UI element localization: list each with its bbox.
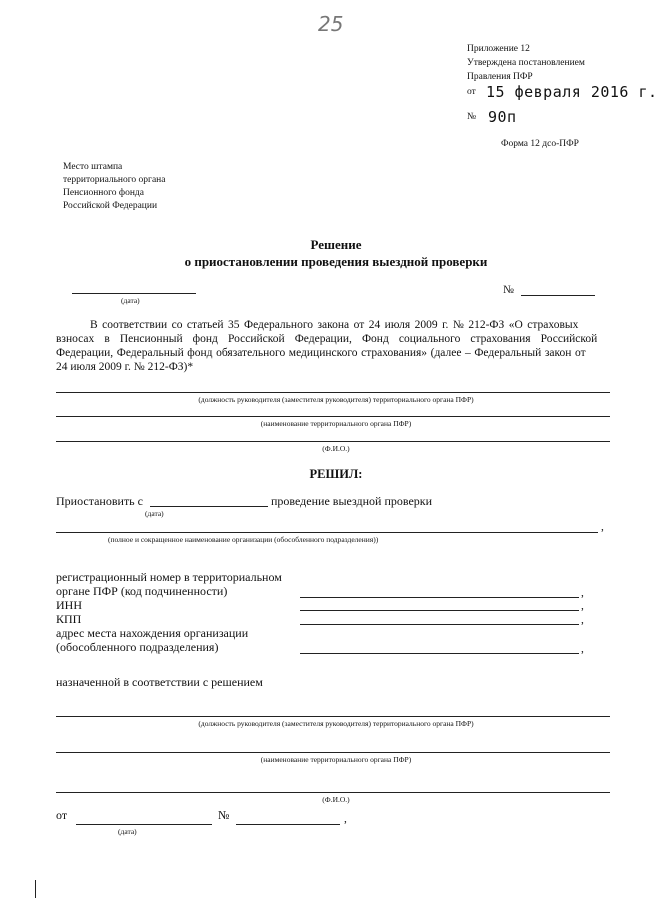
intro-line-1: В соответствии со статьей 35 Федерального закона от 24 июля 2009 г. № 212-ФЗ «О страховых [90,319,579,331]
org-name-comma: , [601,521,604,533]
stamp-place-line2: территориального органа [63,175,166,185]
suspend-prefix: Приостановить с [56,494,143,508]
kpp-comma: , [581,614,584,626]
form-name: Форма 12 дсо-ПФР [501,139,579,149]
assigned-body-caption: (наименование территориального органа ПФР) [260,755,412,764]
address-label-1: адрес места нахождения организации [56,626,249,640]
stamp-place-line3: Пенсионного фонда [63,188,144,198]
board-label: Правления ПФР [467,72,533,82]
suspend-suffix: проведение выездной проверки [271,494,433,508]
suspend-date-caption: (дата) [145,509,164,518]
footer-date-caption: (дата) [118,827,137,836]
document-title: Решение [310,237,362,252]
address-label-2: (обособленного подразделения) [56,640,219,654]
decision-date-line [72,293,196,294]
reg-number-comma: , [581,587,584,599]
approval-date: 15 февраля 2016 г. [486,83,658,101]
scan-edge-mark [35,880,36,898]
suspend-date-line [150,506,268,507]
assigned-fio-line [56,792,610,793]
head-position-line [56,392,610,393]
kpp-label: КПП [56,612,82,626]
intro-line-3: Федерации, Федеральный фонд обязательного медицинского страхования» (далее – Федеральный закон от [56,347,586,359]
footer-date-line [76,824,212,825]
appendix-label: Приложение 12 [467,44,530,54]
reg-number-label-2: органе ПФР (код подчиненности) [56,584,228,598]
intro-line-2: взносах в Пенсионный фонд Российской Федерации, Фонд социального страхования Российской [56,333,598,345]
decision-number-line [521,295,595,296]
document-subtitle: о приостановлении проведения выездной проверки [184,254,488,269]
page-number-mark: 25 [318,12,344,36]
assigned-position-line [56,716,610,717]
org-name-line [56,532,598,533]
inn-comma: , [581,600,584,612]
body-name-caption: (наименование территориального органа ПФР) [260,419,412,428]
header-from-label: от [467,87,476,97]
assigned-label: назначенной в соответствии с решением [56,675,263,689]
assigned-fio-caption: (Ф.И.О.) [322,795,350,804]
inn-line [300,610,579,611]
footer-number-line [236,824,340,825]
address-comma: , [581,643,584,655]
decided-heading: РЕШИЛ: [309,467,363,481]
intro-line-4: 24 июля 2009 г. № 212-ФЗ)* [56,361,194,373]
stamp-place-line1: Место штампа [63,162,123,172]
decision-date-caption: (дата) [121,296,140,305]
decision-number-sign: № [503,284,514,296]
reg-number-line [300,597,579,598]
fio-caption: (Ф.И.О.) [322,444,350,453]
footer-number-sign: № [218,808,230,822]
address-line [300,653,579,654]
footer-from-label: от [56,808,68,822]
stamp-place-line4: Российской Федерации [63,201,158,211]
body-name-line [56,416,610,417]
assigned-position-caption: (должность руководителя (заместителя руководителя) территориального органа ПФР) [198,719,474,728]
inn-label: ИНН [56,598,82,612]
org-name-caption: (полное и сокращенное наименование организации (обособленного подразделения)) [108,535,379,544]
approved-by-label: Утверждена постановлением [467,58,585,68]
head-position-caption: (должность руководителя (заместителя руководителя) территориального органа ПФР) [198,395,474,404]
footer-comma: , [344,813,347,825]
kpp-line [300,624,579,625]
reg-number-label-1: регистрационный номер в территориальном [56,570,282,584]
approval-number: 90п [488,108,517,126]
assigned-body-line [56,752,610,753]
fio-line [56,441,610,442]
header-number-label: № [467,112,477,122]
